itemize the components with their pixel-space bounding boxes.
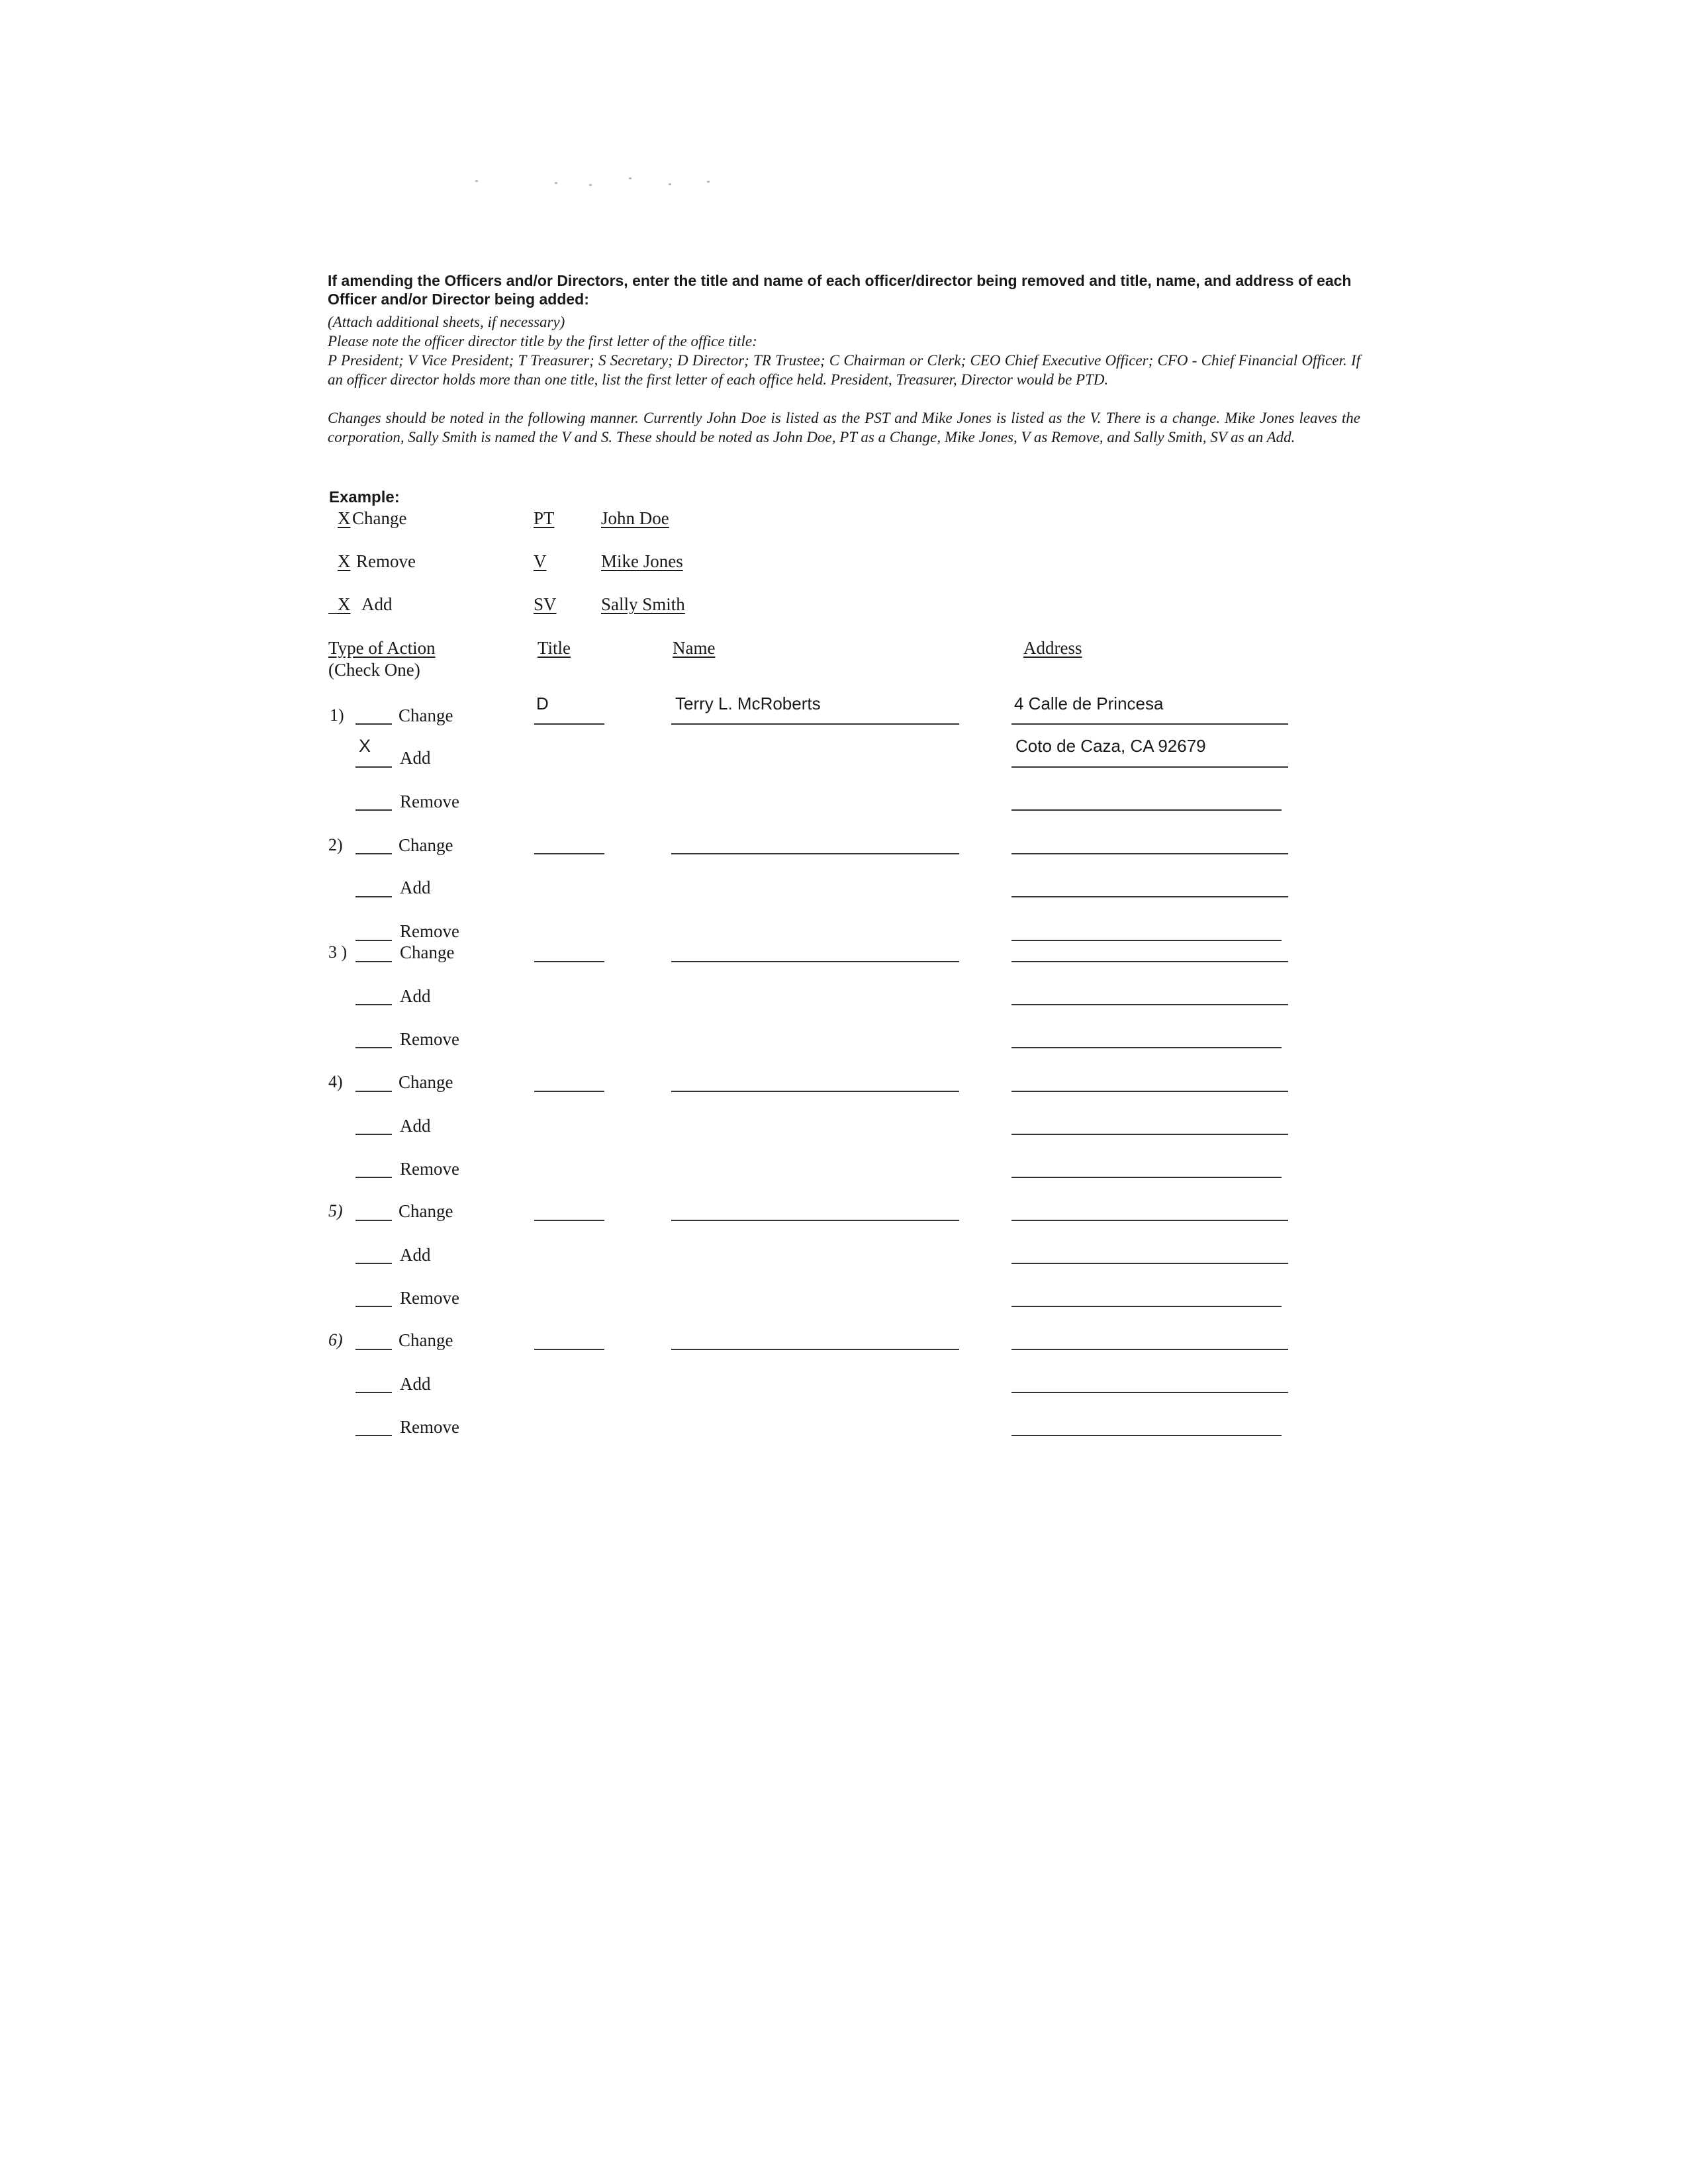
address-field[interactable]: [1011, 1349, 1288, 1350]
example-name: Mike Jones: [601, 551, 683, 571]
example-action: Add: [361, 594, 393, 614]
title-value: D: [536, 694, 549, 713]
example-mark: X: [338, 508, 351, 528]
address-field[interactable]: [1011, 1392, 1288, 1393]
address-field[interactable]: [1011, 896, 1288, 897]
address-field[interactable]: [1011, 1220, 1288, 1221]
add-checkbox[interactable]: [355, 1263, 392, 1264]
change-label: Change: [400, 942, 455, 962]
name-field[interactable]: [671, 1349, 959, 1350]
example-label: Example:: [329, 488, 400, 506]
entry-number: 1): [330, 705, 344, 725]
remove-label: Remove: [400, 1288, 459, 1308]
remove-label: Remove: [400, 1159, 459, 1179]
column-header-type-of-action: Type of Action: [328, 638, 436, 658]
add-label: Add: [400, 1116, 431, 1136]
title-field[interactable]: [534, 961, 604, 962]
example-title: SV: [534, 594, 557, 614]
address-field[interactable]: [1011, 1263, 1288, 1264]
example-mark: X: [338, 551, 351, 571]
change-checkbox[interactable]: [355, 1349, 392, 1350]
entry-number: 4): [328, 1072, 343, 1091]
address-field[interactable]: [1011, 1004, 1288, 1005]
address-field[interactable]: [1011, 809, 1282, 811]
scan-speck: [629, 177, 632, 179]
example-mark: X: [338, 594, 351, 614]
address-field[interactable]: [1011, 723, 1288, 725]
change-label: Change: [399, 1072, 453, 1092]
change-label: Change: [399, 835, 453, 855]
remove-checkbox[interactable]: [355, 1306, 392, 1307]
title-field[interactable]: [534, 853, 604, 854]
example-mark-line: [328, 613, 338, 614]
titles-legend: P President; V Vice President; T Treasurer; S Secretary; D Director; TR Trustee; C Chairman or Clerk; CEO Chief Executive Officer; CFO - Chief Financial Officer. If an officer director holds more than one title, list the first letter of each office held. President, Treasurer, Director would be PTD.: [328, 352, 1360, 388]
change-label: Change: [399, 1330, 453, 1350]
title-field[interactable]: [534, 1220, 604, 1221]
change-checkbox[interactable]: [355, 723, 392, 725]
address-line2-value: Coto de Caza, CA 92679: [1015, 736, 1206, 756]
change-checkbox[interactable]: [355, 853, 392, 854]
remove-label: Remove: [400, 1029, 459, 1049]
check-one-note: (Check One): [328, 660, 420, 680]
remove-checkbox[interactable]: [355, 1047, 392, 1048]
address-field[interactable]: [1011, 853, 1288, 854]
entry-number: 2): [328, 835, 343, 854]
example-name: John Doe: [601, 508, 669, 528]
remove-checkbox[interactable]: [355, 1435, 392, 1436]
column-header-title: Title: [538, 638, 571, 658]
add-label: Add: [400, 1245, 431, 1265]
change-label: Change: [399, 705, 453, 725]
example-name: Sally Smith: [601, 594, 685, 614]
changes-note: Changes should be noted in the following manner. Currently John Doe is listed as the PST and Mike Jones is listed as the V. There is a change. Mike Jones leaves the corporation, Sally Smith is named the V and S. These should be noted as John Doe, PT as a Change, Mike Jones, V as Remove, and Sally Smith, SV as an Add.: [328, 410, 1360, 445]
name-field[interactable]: [671, 853, 959, 854]
add-checkbox[interactable]: [355, 1134, 392, 1135]
form-heading: If amending the Officers and/or Directors, enter the title and name of each officer/director being removed and title, name, and address of each Officer and/or Director being added:: [328, 272, 1352, 308]
example-action: Remove: [356, 551, 416, 571]
column-header-address: Address: [1023, 638, 1082, 658]
address-field[interactable]: [1011, 1435, 1282, 1436]
remove-label: Remove: [400, 1417, 459, 1437]
name-value: Terry L. McRoberts: [675, 694, 821, 713]
add-checkbox[interactable]: [355, 1004, 392, 1005]
entry-number: 5): [328, 1201, 343, 1220]
column-header-name: Name: [673, 638, 716, 658]
address-field[interactable]: [1011, 1134, 1288, 1135]
title-field[interactable]: [534, 1349, 604, 1350]
example-action: Change: [352, 508, 407, 528]
title-note: Please note the officer director title by the first letter of the office title:: [328, 333, 757, 349]
change-checkbox[interactable]: [355, 1091, 392, 1092]
address-field[interactable]: [1011, 766, 1288, 768]
attach-note: (Attach additional sheets, if necessary): [328, 314, 565, 330]
change-checkbox[interactable]: [355, 961, 392, 962]
remove-checkbox[interactable]: [355, 940, 392, 941]
address-field[interactable]: [1011, 961, 1288, 962]
scan-speck: [669, 183, 671, 185]
title-field[interactable]: [534, 723, 604, 725]
address-field[interactable]: [1011, 1177, 1282, 1178]
scan-speck: [707, 181, 710, 183]
entry-number: 3 ): [328, 942, 348, 962]
remove-label: Remove: [400, 921, 459, 941]
address-line1-value: 4 Calle de Princesa: [1014, 694, 1164, 713]
add-checkbox[interactable]: [355, 1392, 392, 1393]
remove-label: Remove: [400, 792, 459, 811]
address-field[interactable]: [1011, 1306, 1282, 1307]
remove-checkbox[interactable]: [355, 1177, 392, 1178]
add-checkbox[interactable]: [355, 766, 392, 768]
title-field[interactable]: [534, 1091, 604, 1092]
address-field[interactable]: [1011, 940, 1282, 941]
scan-speck: [555, 182, 557, 184]
scan-speck: [475, 180, 478, 182]
add-label: Add: [400, 986, 431, 1006]
address-field[interactable]: [1011, 1047, 1282, 1048]
add-label: Add: [400, 878, 431, 897]
entry-number: 6): [328, 1330, 343, 1349]
example-title: V: [534, 551, 547, 571]
add-label: Add: [400, 1374, 431, 1394]
change-label: Change: [399, 1201, 453, 1221]
example-title: PT: [534, 508, 555, 528]
name-field[interactable]: [671, 961, 959, 962]
add-label: Add: [400, 748, 431, 768]
name-field[interactable]: [671, 1220, 959, 1221]
scan-speck: [589, 184, 592, 186]
add-checkbox[interactable]: [355, 896, 392, 897]
name-field[interactable]: [671, 1091, 959, 1092]
change-checkbox[interactable]: [355, 1220, 392, 1221]
address-field[interactable]: [1011, 1091, 1288, 1092]
name-field[interactable]: [671, 723, 959, 725]
remove-checkbox[interactable]: [355, 809, 392, 811]
add-check-mark: X: [359, 736, 371, 756]
